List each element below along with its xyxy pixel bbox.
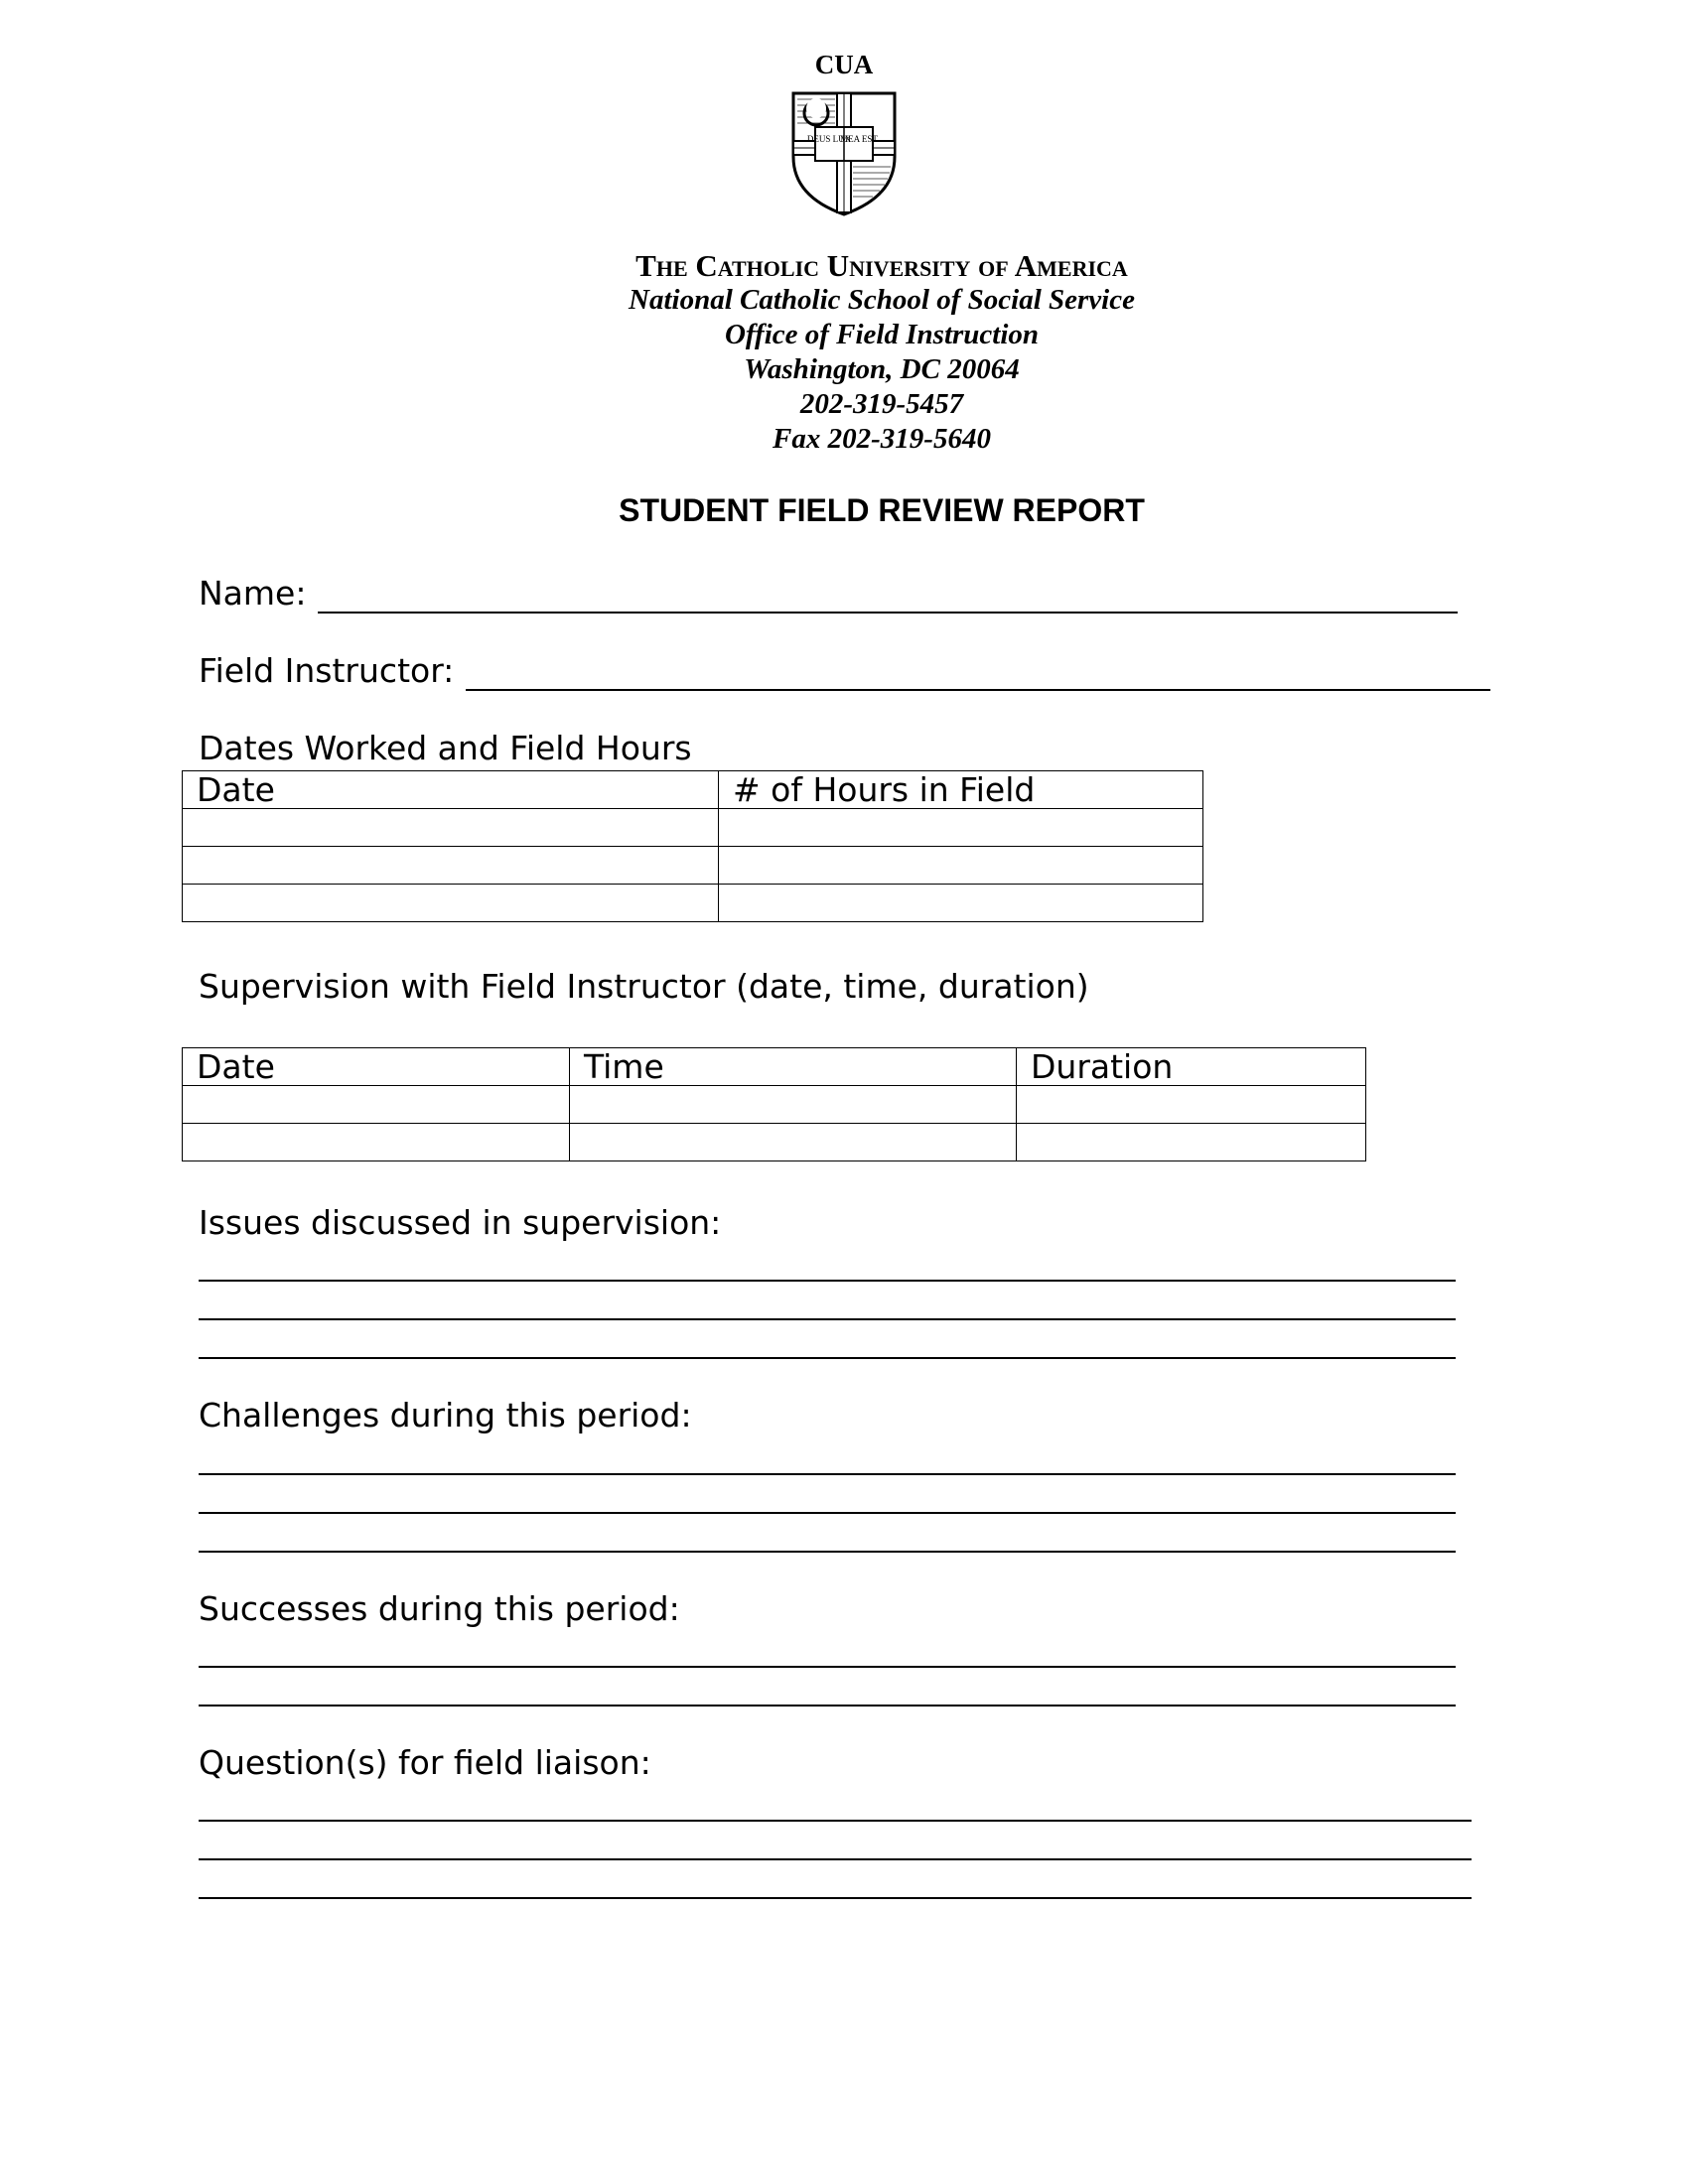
issues-line[interactable] xyxy=(199,1318,1456,1320)
phone: 202-319-5457 xyxy=(799,388,964,420)
time-cell[interactable] xyxy=(570,1086,1017,1124)
questions-line[interactable] xyxy=(199,1858,1472,1860)
hours-cell[interactable] xyxy=(719,847,1203,885)
issues-label: Issues discussed in supervision: xyxy=(199,1203,722,1242)
duration-cell[interactable] xyxy=(1017,1086,1366,1124)
name-label: Name: xyxy=(199,574,307,613)
date-cell[interactable] xyxy=(183,885,719,922)
book-left-text: DEUS LUX xyxy=(806,134,852,144)
date-cell[interactable] xyxy=(183,809,719,847)
questions-line[interactable] xyxy=(199,1820,1472,1822)
table-header-row xyxy=(183,1048,1366,1086)
report-title: STUDENT FIELD REVIEW REPORT xyxy=(619,492,1145,528)
field-instructor-field[interactable] xyxy=(466,689,1490,691)
date-cell[interactable] xyxy=(183,1086,570,1124)
time-cell[interactable] xyxy=(570,1124,1017,1161)
hours-table xyxy=(182,770,1203,922)
seal-acronym: CUA xyxy=(814,50,874,79)
duration-cell[interactable] xyxy=(1017,1124,1366,1161)
questions-label: Question(s) for field liaison: xyxy=(199,1743,651,1782)
institution-header xyxy=(0,248,1688,457)
column-header-date: Date xyxy=(183,771,719,809)
column-header-duration: Duration xyxy=(1017,1048,1366,1086)
table-row xyxy=(183,1124,1366,1161)
column-header-time: Time xyxy=(570,1048,1017,1086)
column-header-date: Date xyxy=(183,1048,570,1086)
hours-section-heading: Dates Worked and Field Hours xyxy=(199,729,692,767)
school-name: National Catholic School of Social Service xyxy=(629,284,1135,316)
supervision-table xyxy=(182,1047,1366,1161)
table-row xyxy=(183,809,1203,847)
successes-line[interactable] xyxy=(199,1705,1456,1706)
table-header-row xyxy=(183,771,1203,809)
date-cell[interactable] xyxy=(183,847,719,885)
hours-cell[interactable] xyxy=(719,885,1203,922)
column-header-hours: # of Hours in Field xyxy=(719,771,1203,809)
supervision-section-heading: Supervision with Field Instructor (date, time, duration) xyxy=(199,967,1089,1006)
book-right-text: MEA EST xyxy=(840,134,878,144)
hours-cell[interactable] xyxy=(719,809,1203,847)
challenges-label: Challenges during this period: xyxy=(199,1396,692,1434)
crest-shield-icon xyxy=(789,89,899,218)
challenges-line[interactable] xyxy=(199,1473,1456,1475)
office-name: Office of Field Instruction xyxy=(724,319,1040,350)
challenges-line[interactable] xyxy=(199,1512,1456,1514)
successes-label: Successes during this period: xyxy=(199,1589,680,1628)
challenges-line[interactable] xyxy=(199,1551,1456,1553)
questions-line[interactable] xyxy=(199,1897,1472,1899)
table-row xyxy=(183,847,1203,885)
fax: Fax 202-319-5640 xyxy=(773,423,991,455)
address: Washington, DC 20064 xyxy=(744,353,1020,385)
date-cell[interactable] xyxy=(183,1124,570,1161)
issues-line[interactable] xyxy=(199,1357,1456,1359)
issues-line[interactable] xyxy=(199,1280,1456,1282)
university-name: The Catholic University of America xyxy=(635,248,1128,283)
field-instructor-label: Field Instructor: xyxy=(199,651,455,690)
name-field[interactable] xyxy=(318,612,1458,614)
table-row xyxy=(183,885,1203,922)
successes-line[interactable] xyxy=(199,1666,1456,1668)
table-row xyxy=(183,1086,1366,1124)
university-seal xyxy=(0,50,1688,218)
